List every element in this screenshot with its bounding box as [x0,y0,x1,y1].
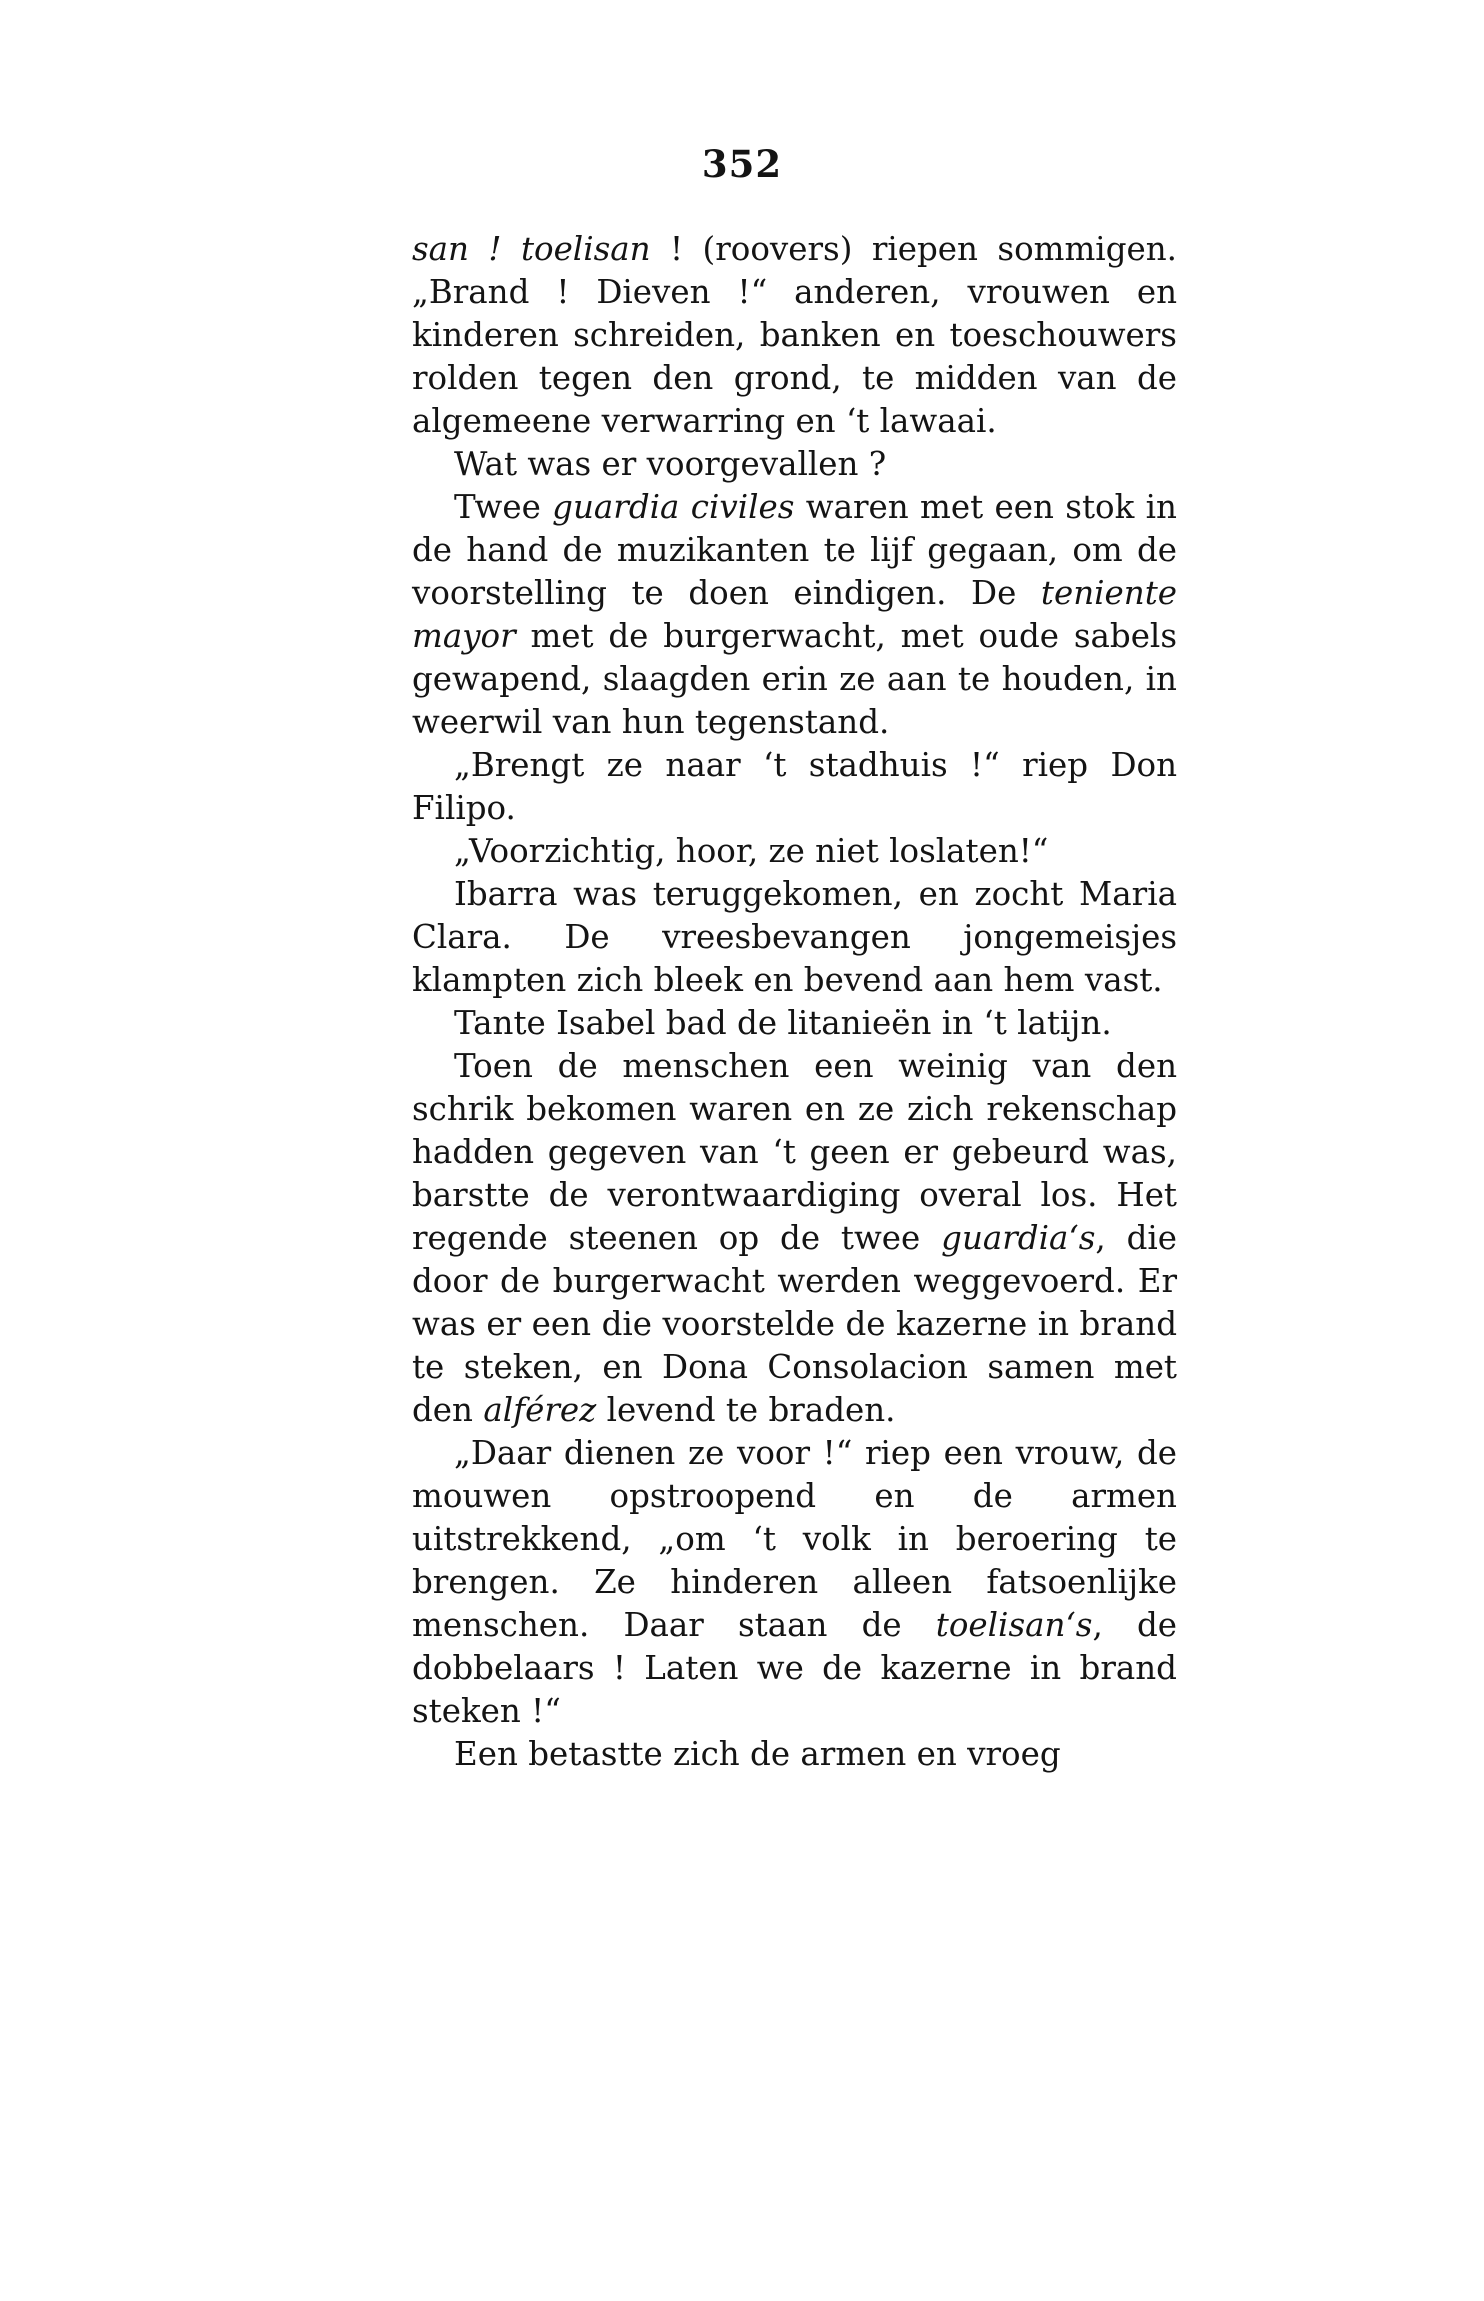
italic-text: guardia‘s [941,1219,1096,1257]
paragraph [412,228,1177,443]
text-segment: „Brengt ze naar ‘t stadhuis !“ riep Don Filipo. [412,746,1177,827]
paragraph [412,873,1177,1002]
italic-text: toelisan‘s [935,1606,1093,1644]
text-segment: , die door de burgerwacht werden weggevoerd. Er was er een die voorstelde de kazerne in brand te steken, en Dona Consolacion samen met den [412,1219,1177,1429]
paragraph [412,443,1177,486]
italic-text: teniente mayor [412,574,1177,655]
italic-text: san ! toelisan [412,230,651,268]
paragraph [412,1733,1177,1776]
italic-text: alférez [483,1391,597,1429]
paragraph [412,1432,1177,1733]
italic-text: guardia civiles [552,488,795,526]
text-segment: ! (roovers) riepen sommigen. „Brand ! Dieven !“ anderen, vrouwen en kinderen schreiden, banken en toeschouwers rolden tegen den grond, te midden van de algemeene verwarring en ‘t lawaai. [412,230,1178,440]
text-segment: met de burgerwacht, met oude sabels gewapend, slaagden erin ze aan te houden, in weerwil van hun tegenstand. [412,617,1177,741]
paragraph [412,744,1177,830]
paragraph [412,486,1177,744]
text-segment: , de dobbelaars ! Laten we de kazerne in brand steken !“ [412,1606,1177,1730]
paragraph [412,1002,1177,1045]
text-segment: „Voorzichtig, hoor, ze niet loslaten!“ [454,832,1049,870]
text-segment: Ibarra was teruggekomen, en zocht Maria Clara. De vreesbevangen jongemeisjes klampten zich bleek en bevend aan hem vast. [412,875,1177,999]
page-number: 352 [701,142,783,186]
text-segment: Een betastte zich de armen en vroeg [454,1735,1061,1773]
text-segment: waren met een stok in de hand de muzikanten te lijf gegaan, om de voorstelling te doen eindigen. De [412,488,1177,612]
text-segment: Wat was er voorgevallen ? [454,445,887,483]
text-segment: Toen de menschen een weinig van den schrik bekomen waren en ze zich rekenschap hadden gegeven van ‘t geen er gebeurd was, barstte de verontwaardiging overal los. Het regende steenen op de twee [412,1047,1177,1257]
text-segment: levend te braden. [596,1391,896,1429]
text-segment: Tante Isabel bad de litanieën in ‘t latijn. [454,1004,1112,1042]
text-segment: „Daar dienen ze voor !“ riep een vrouw, de mouwen opstroopend en de armen uitstrekkend, „om ‘t volk in beroering te brengen. Ze hinderen alleen fatsoenlijke menschen. Daar staan de [412,1434,1177,1644]
paragraph [412,1045,1177,1432]
text-segment: Twee [454,488,553,526]
body-text [412,228,1177,1776]
paragraph [412,830,1177,873]
